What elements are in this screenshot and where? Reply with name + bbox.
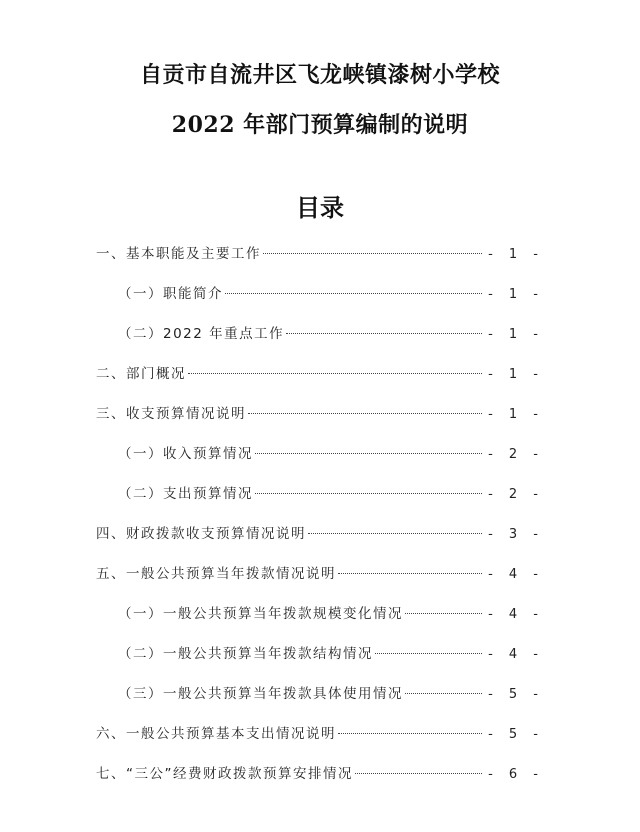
toc-page-number: - 5 - [488, 727, 544, 742]
document-title-line-2: 2022 年部门预算编制的说明 [171, 112, 469, 138]
toc-page-number: - 3 - [488, 527, 544, 542]
toc-entry-label: （二）2022 年重点工作 [118, 326, 285, 342]
toc-leader-dots [263, 253, 482, 254]
toc-entry[interactable] [118, 444, 544, 464]
toc-leader-dots [225, 293, 482, 294]
toc-leader-dots [286, 333, 482, 334]
toc-entry[interactable] [118, 644, 544, 664]
toc-page-number: - 1 - [488, 327, 544, 342]
toc-leader-dots [308, 533, 482, 534]
toc-entry[interactable] [96, 564, 544, 584]
toc-entry-label: （二）一般公共预算当年拨款结构情况 [118, 646, 373, 662]
toc-entry[interactable] [118, 604, 544, 624]
toc-leader-dots [405, 613, 482, 614]
toc-entry-label: （一）一般公共预算当年拨款规模变化情况 [118, 606, 403, 622]
toc-entry[interactable] [96, 244, 544, 264]
toc-entry-label: 五、一般公共预算当年拨款情况说明 [96, 566, 336, 582]
toc-entry-label: 七、“三公”经费财政拨款预算安排情况 [96, 766, 353, 782]
toc-entry-label: 三、收支预算情况说明 [96, 406, 246, 422]
toc-leader-dots [338, 573, 482, 574]
toc-entry-label: （一）职能简介 [118, 286, 223, 302]
toc-page-number: - 2 - [488, 447, 544, 462]
toc-entry[interactable] [118, 484, 544, 504]
toc-entry-label: 四、财政拨款收支预算情况说明 [96, 526, 306, 542]
toc-leader-dots [338, 733, 482, 734]
toc-leader-dots [255, 493, 482, 494]
toc-entry[interactable] [96, 364, 544, 384]
toc-entry[interactable] [96, 404, 544, 424]
toc-entry-label: 六、一般公共预算基本支出情况说明 [96, 726, 336, 742]
toc-page-number: - 1 - [488, 247, 544, 262]
toc-page-number: - 4 - [488, 647, 544, 662]
toc-leader-dots [405, 693, 482, 694]
toc-page-number: - 1 - [488, 287, 544, 302]
toc-entry[interactable] [118, 324, 544, 344]
toc-entry-label: 二、部门概况 [96, 366, 186, 382]
toc-entry[interactable] [96, 524, 544, 544]
toc-page-number: - 6 - [488, 767, 544, 782]
toc-entry-label: （二）支出预算情况 [118, 486, 253, 502]
toc-page-number: - 1 - [488, 407, 544, 422]
toc-entry[interactable] [118, 684, 544, 704]
toc-heading: 目录 [296, 193, 344, 222]
toc-entry[interactable] [96, 724, 544, 744]
toc-entry-label: （一）收入预算情况 [118, 446, 253, 462]
toc-page-number: - 4 - [488, 607, 544, 622]
toc-leader-dots [355, 773, 482, 774]
toc-leader-dots [255, 453, 482, 454]
toc-leader-dots [248, 413, 482, 414]
document-title-line-1: 自贡市自流井区飞龙峡镇漆树小学校 [139, 62, 500, 88]
toc-leader-dots [375, 653, 482, 654]
toc-leader-dots [188, 373, 482, 374]
toc-page-number: - 4 - [488, 567, 544, 582]
toc-entry-label: 一、基本职能及主要工作 [96, 246, 261, 262]
toc-entry[interactable] [118, 284, 544, 304]
toc-entry[interactable] [96, 764, 544, 784]
toc-page-number: - 2 - [488, 487, 544, 502]
toc-page-number: - 1 - [488, 367, 544, 382]
toc-entry-label: （三）一般公共预算当年拨款具体使用情况 [118, 686, 403, 702]
toc-page-number: - 5 - [488, 687, 544, 702]
